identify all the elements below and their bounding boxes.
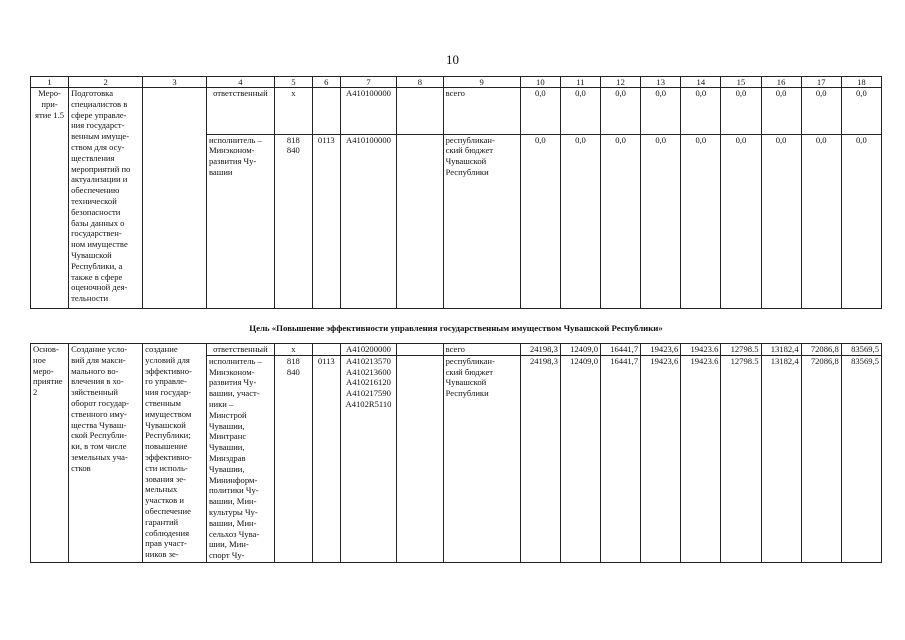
col-number: 17: [801, 77, 841, 88]
expense-group: [397, 355, 443, 562]
col-number: 15: [721, 77, 761, 88]
responsible-executor: исполнитель – Минэконом- развития Чу- вашии, участ- ники – Минстрой Чувашии, Минтранс Чувашии, Минздрав Чувашии, Мининформ- политики Чу- вашии, Мин- культуры Чу- вашии, Мин- сельхоз Чува- шии, Мин- спорт Чу-: [206, 355, 274, 562]
value-cell: 0,0: [801, 88, 841, 135]
value-cell: 0,0: [721, 88, 761, 135]
page-number: 10: [446, 52, 459, 67]
measure-result: создание условий для эффективно- го управле- ния государ- ственным имуществом Чувашской Республики; повышение эффективно- сти исполь- зования зе- мельных участков и обеспечение гарантий соблюдения прав участ- ников зе-: [143, 344, 207, 563]
value-cell: 0,0: [841, 88, 881, 135]
section-code: [312, 344, 340, 356]
value-cell: 0,0: [761, 134, 801, 308]
value-cell: 0,0: [681, 88, 721, 135]
section-code: 0113: [312, 134, 340, 308]
col-number: 4: [206, 77, 274, 88]
expense-group: [397, 88, 443, 135]
measure-1-5-row-total: [31, 88, 882, 135]
value-cell: 16441,7: [601, 355, 641, 562]
grbs-code: х: [274, 344, 312, 356]
funding-source: всего: [443, 344, 520, 356]
funding-source: республикан- ский бюджет Чувашской Республики: [443, 134, 520, 308]
value-cell: 19423,6: [641, 355, 681, 562]
program-table-part-1: [30, 76, 882, 309]
col-number: 10: [520, 77, 560, 88]
col-number: 16: [761, 77, 801, 88]
value-cell: 24198,3: [520, 355, 560, 562]
responsible-label: ответственный: [206, 344, 274, 356]
value-cell: 0,0: [641, 88, 681, 135]
target-article: А410100000: [340, 134, 397, 308]
section-code: 0113: [312, 355, 340, 562]
expense-group: [397, 344, 443, 356]
funding-source: республикан- ский бюджет Чувашской Республики: [443, 355, 520, 562]
section-code: [312, 88, 340, 135]
value-cell: 0,0: [601, 88, 641, 135]
col-number: 3: [143, 77, 207, 88]
value-cell: 0,0: [721, 134, 761, 308]
value-cell: 0,0: [520, 134, 560, 308]
expense-group: [397, 134, 443, 308]
grbs-code: 818 840: [274, 355, 312, 562]
measure-result: [143, 88, 207, 309]
col-number: 2: [69, 77, 143, 88]
value-cell: 83569,5: [841, 355, 881, 562]
grbs-code: 818 840: [274, 134, 312, 308]
col-number: 11: [560, 77, 600, 88]
col-number: 18: [841, 77, 881, 88]
responsible-executor: исполнитель – Минэконом- развития Чу- вашии: [206, 134, 274, 308]
col-number: 5: [274, 77, 312, 88]
value-cell: 19423.6: [681, 344, 721, 356]
col-number: 14: [681, 77, 721, 88]
col-number: 7: [340, 77, 397, 88]
value-cell: 72086,8: [801, 344, 841, 356]
goal-heading: Цель «Повышение эффективности управления государственным имуществом Чувашской Республики»: [249, 323, 663, 333]
responsible-label: ответственный: [206, 88, 274, 135]
value-cell: 12409,0: [560, 355, 600, 562]
col-number: 13: [641, 77, 681, 88]
value-cell: 13182,4: [761, 355, 801, 562]
col-number: 9: [443, 77, 520, 88]
measure-name: Создание усло- вий для макси- мального во- влечения в хо- зяйственный оборот государ- ственного иму- щества Чуваш- ской Республи- ки, в том числе земельных уча- стков: [69, 344, 143, 563]
value-cell: 0,0: [681, 134, 721, 308]
value-cell: 0,0: [761, 88, 801, 135]
value-cell: 13182,4: [761, 344, 801, 356]
col-number: 6: [312, 77, 340, 88]
value-cell: 0,0: [560, 134, 600, 308]
value-cell: 0,0: [641, 134, 681, 308]
measure-id: Меро- при- ятие 1.5: [31, 88, 69, 309]
measure-2-row-total: [31, 344, 882, 356]
value-cell: 19423,6: [641, 344, 681, 356]
value-cell: 24198,3: [520, 344, 560, 356]
value-cell: 12798.5: [721, 344, 761, 356]
col-number: 12: [601, 77, 641, 88]
col-number: 1: [31, 77, 69, 88]
measure-id: Основ- ное меро- приятие 2: [31, 344, 69, 563]
value-cell: 12409,0: [560, 344, 600, 356]
value-cell: 0,0: [801, 134, 841, 308]
target-article: А410200000: [340, 344, 397, 356]
value-cell: 72086,8: [801, 355, 841, 562]
value-cell: 16441,7: [601, 344, 641, 356]
value-cell: 19423.6: [681, 355, 721, 562]
funding-source: всего: [443, 88, 520, 135]
col-number: 8: [397, 77, 443, 88]
column-number-row: [31, 77, 882, 88]
grbs-code: х: [274, 88, 312, 135]
program-table-part-2: [30, 343, 882, 563]
value-cell: 0,0: [601, 134, 641, 308]
value-cell: 83569,5: [841, 344, 881, 356]
measure-name: Подготовка специалистов в сфере управле- ния государст- венным имуще- ством для осу- ществления мероприятий по актуализации и обеспечению технической безопасности базы данных о государствен- ном имуществе Чувашской Республики, а также в сфере оценочной дея- тельности: [69, 88, 143, 309]
target-article: А410213570 А410213600 А410216120 А410217590 А4102R5110: [340, 355, 397, 562]
value-cell: 0,0: [841, 134, 881, 308]
value-cell: 0,0: [560, 88, 600, 135]
value-cell: 12798.5: [721, 355, 761, 562]
value-cell: 0,0: [520, 88, 560, 135]
target-article: А410100000: [340, 88, 397, 135]
